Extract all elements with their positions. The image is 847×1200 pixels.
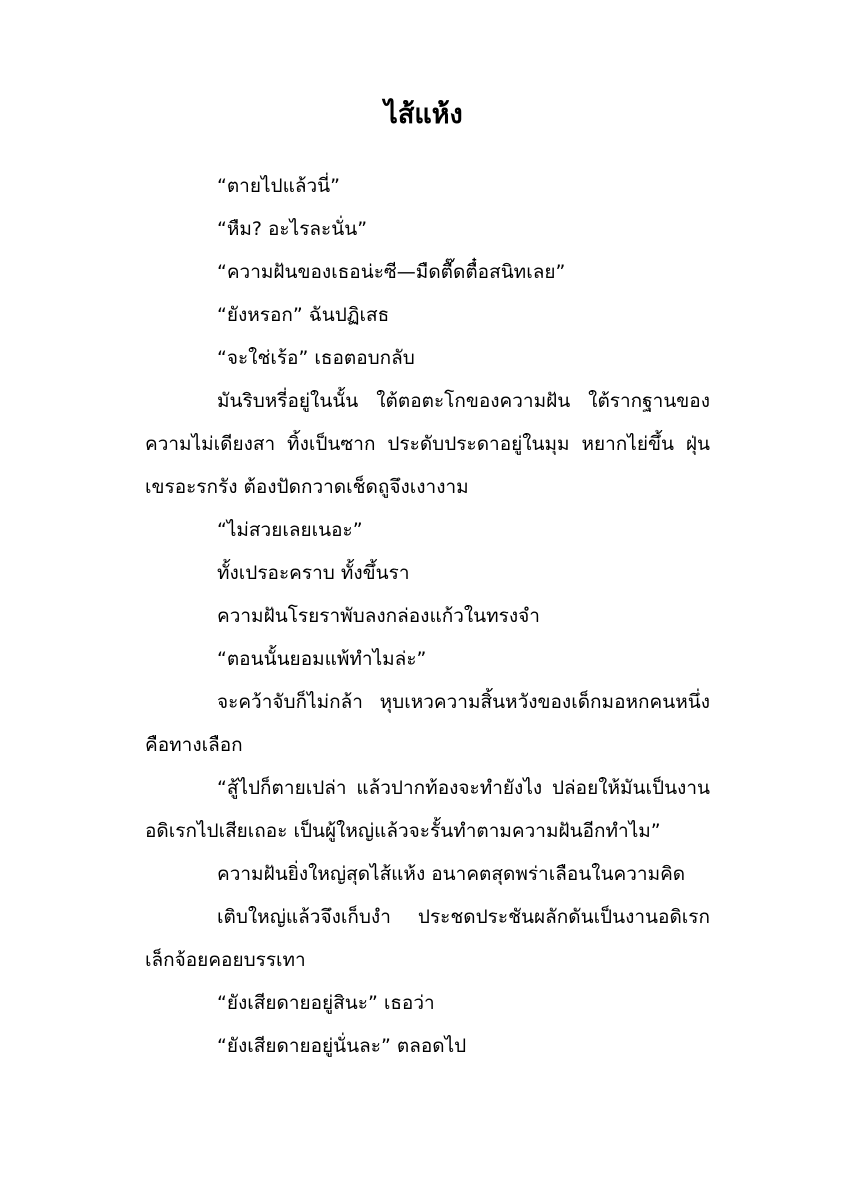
paragraph: จะคว้าจับก็ไม่กล้า หุบเหวความสิ้นหวังของเด็กมอหกคนหนึ่งคือทางเลือก: [145, 691, 710, 756]
paragraph: “ความฝันของเธอน่ะซี—มืดตื๊ดตื๋อสนิทเลย”: [217, 261, 566, 283]
paragraph: “จะใช่เร้อ” เธอตอบกลับ: [217, 347, 415, 369]
paragraph: “ยังเสียดายอยู่นั่นละ” ตลอดไป: [217, 1035, 467, 1057]
paragraph: “หืม? อะไรละนั่น”: [217, 218, 368, 240]
paragraph: มันริบหรี่อยู่ในนั้น ใต้ตอตะโกของความฝัน ใต้รากฐานของความไม่เดียงสา ทิ้งเป็นซาก ประดับประดาอยู่ในมุม หยากไย่ขึ้น ฝุ่นเขรอะรกรัง ต้องปัดกวาดเช็ดถูจึงเงางาม: [145, 390, 710, 498]
paragraph: ความฝันยิ่งใหญ่สุดไส้แห้ง อนาคตสุดพร่าเลือนในความคิด: [217, 863, 686, 885]
story-body: [145, 165, 710, 1068]
paragraph: “ยังเสียดายอยู่สินะ” เธอว่า: [217, 992, 435, 1014]
document-title: ไส้แห้ง: [384, 99, 463, 130]
paragraph: “ยังหรอก” ฉันปฏิเสธ: [217, 304, 390, 326]
paragraph: เติบใหญ่แล้วจึงเก็บงำ ประชดประชันผลักดันเป็นงานอดิเรกเล็กจ้อยคอยบรรเทา: [145, 906, 710, 971]
paragraph: “ตายไปแล้วนี่”: [217, 175, 340, 197]
paragraph: ความฝันโรยราพับลงกล่องแก้วในทรงจำ: [217, 605, 540, 627]
paragraph: ทั้งเปรอะคราบ ทั้งขึ้นรา: [217, 562, 410, 584]
paragraph: “ไม่สวยเลยเนอะ”: [217, 519, 363, 541]
paragraph: “สู้ไปก็ตายเปล่า แล้วปากท้องจะทำยังไง ปล่อยให้มันเป็นงานอดิเรกไปเสียเถอะ เป็นผู้ใหญ่แล้วจะรั้นทำตามความฝันอีกทำไม”: [145, 777, 710, 842]
paragraph: “ตอนนั้นยอมแพ้ทำไมล่ะ”: [217, 648, 427, 670]
